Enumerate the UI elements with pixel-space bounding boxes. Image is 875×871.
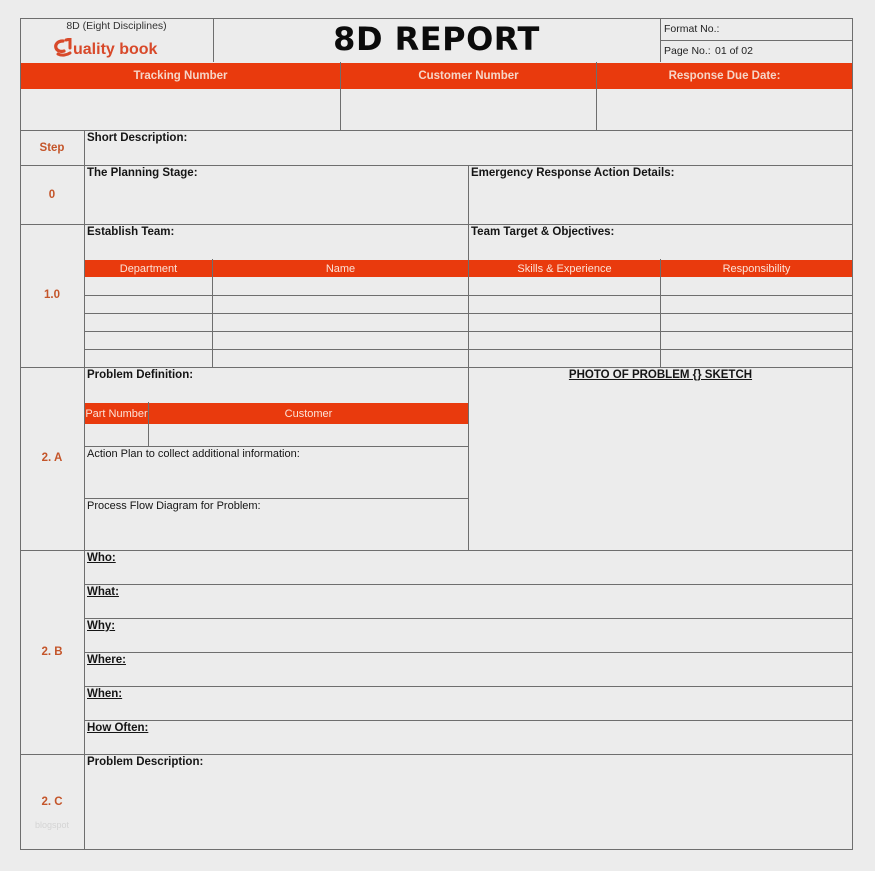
team-col-responsibility: Responsibility (661, 260, 852, 277)
part-number-field[interactable] (85, 425, 148, 446)
problem-definition-field[interactable] (85, 368, 468, 402)
page-no-label: Page No.: (664, 45, 711, 57)
what-label: What: (87, 586, 119, 598)
process-flow-label: Process Flow Diagram for Problem: (87, 500, 261, 512)
customer-number-field[interactable] (341, 90, 596, 130)
process-flow-field[interactable] (85, 499, 468, 550)
form-subtitle: 8D (Eight Disciplines) (66, 20, 167, 32)
planning-stage-field[interactable] (85, 166, 468, 224)
logo (52, 38, 157, 58)
establish-team-label: Establish Team: (87, 226, 175, 238)
page-no-value: 01 of 02 (715, 45, 753, 57)
step-2a-label: 2. A (41, 452, 63, 464)
team-col-department: Department (85, 260, 212, 277)
problem-description-label: Problem Description: (87, 756, 204, 768)
response-due-date-header: Response Due Date: (597, 63, 852, 89)
format-no-cell[interactable] (660, 18, 852, 40)
photo-sketch-area[interactable] (469, 385, 852, 550)
why-field[interactable] (85, 619, 852, 652)
problem-definition-label: Problem Definition: (87, 369, 194, 381)
step-header: Step (39, 142, 65, 154)
part-customer-field[interactable] (149, 425, 468, 446)
action-plan-field[interactable] (85, 447, 468, 498)
part-col-part-number: Part Number (85, 403, 148, 424)
what-field[interactable] (85, 585, 852, 618)
who-label: Who: (87, 552, 116, 564)
planning-stage-label: The Planning Stage: (87, 167, 198, 179)
emergency-response-label: Emergency Response Action Details: (471, 167, 675, 179)
response-due-date-field[interactable] (597, 90, 852, 130)
tracking-number-header: Tracking Number (21, 63, 340, 89)
how-often-label: How Often: (87, 722, 149, 734)
page-title: 8D REPORT (333, 20, 540, 58)
team-target-label: Team Target & Objectives: (471, 226, 615, 238)
team-col-skills: Skills & Experience (469, 260, 660, 277)
step-1-label: 1.0 (44, 289, 60, 301)
photo-sketch-label: PHOTO OF PROBLEM {} SKETCH (568, 369, 753, 381)
quality-q-icon (52, 38, 74, 58)
who-field[interactable] (85, 551, 852, 584)
short-description-label: Short Description: (87, 132, 188, 144)
logo-text: uality book (73, 41, 158, 58)
team-col-name: Name (213, 260, 468, 277)
customer-number-header: Customer Number (341, 63, 596, 89)
step-2c-label: 2. C (41, 796, 63, 808)
when-field[interactable] (85, 687, 852, 720)
format-no-label: Format No.: (664, 23, 720, 35)
where-field[interactable] (85, 653, 852, 686)
title-cell (213, 18, 660, 62)
action-plan-label: Action Plan to collect additional information: (87, 448, 300, 460)
step-2b-label: 2. B (41, 646, 63, 658)
step-0-label: 0 (48, 189, 56, 201)
watermark-text: blogspot (34, 820, 70, 830)
team-target-field[interactable] (469, 225, 852, 259)
logo-cell (20, 18, 213, 62)
why-label: Why: (87, 620, 116, 632)
when-label: When: (87, 688, 123, 700)
emergency-response-field[interactable] (469, 166, 852, 224)
page-no-cell (660, 40, 852, 62)
how-often-field[interactable] (85, 721, 852, 754)
short-description-field[interactable] (85, 131, 852, 165)
tracking-number-field[interactable] (21, 90, 340, 130)
where-label: Where: (87, 654, 126, 666)
problem-description-field[interactable] (85, 755, 852, 849)
establish-team-field[interactable] (85, 225, 468, 259)
part-col-customer: Customer (149, 403, 468, 424)
